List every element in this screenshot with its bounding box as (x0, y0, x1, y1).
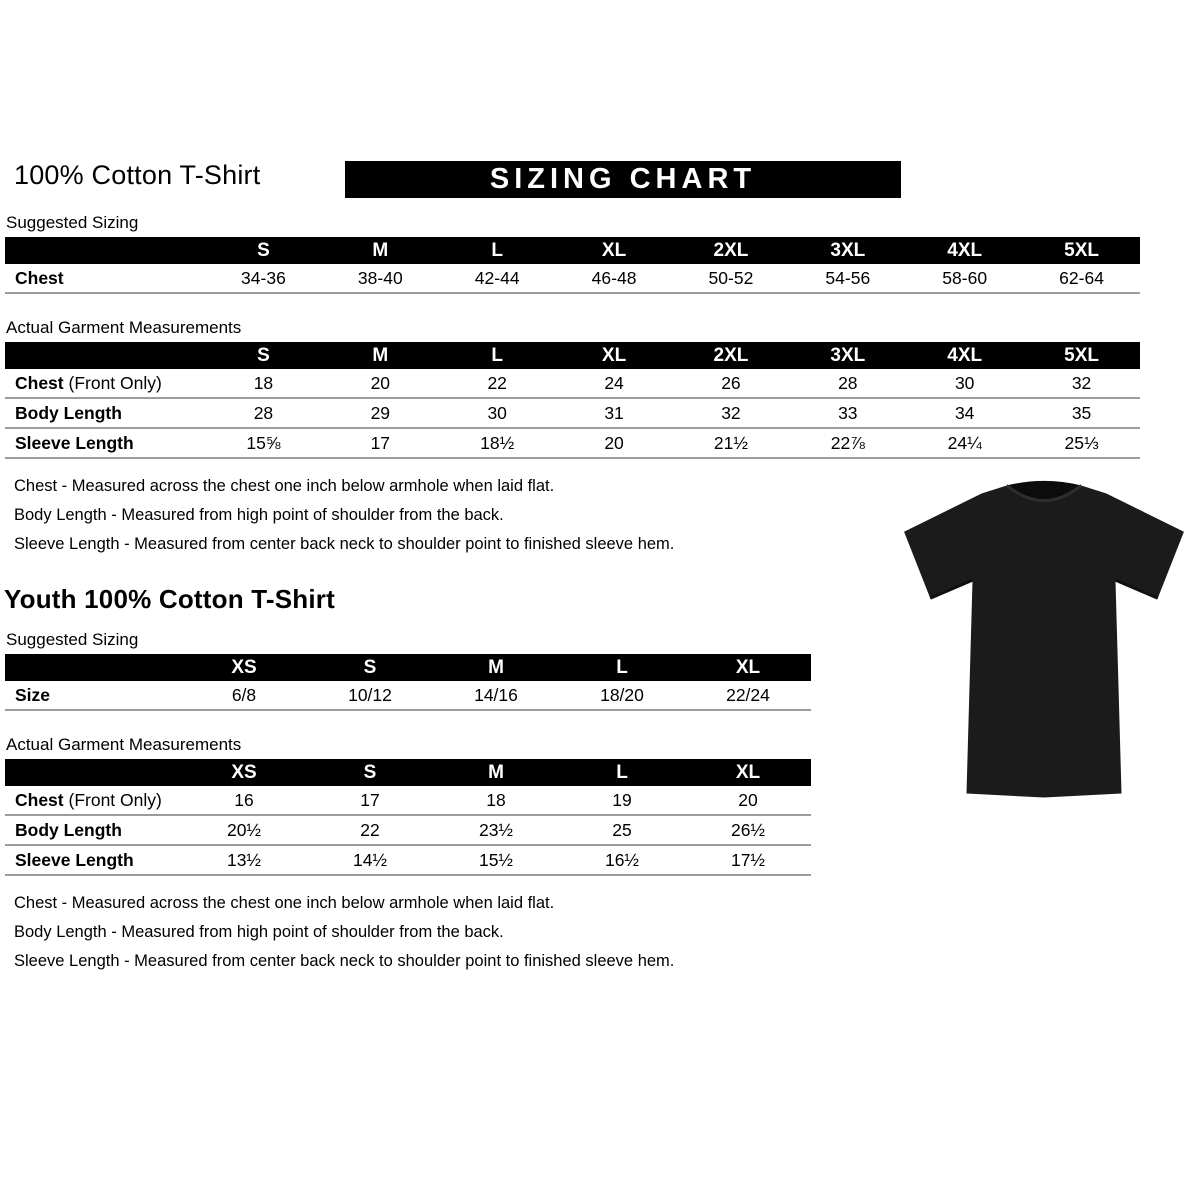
measurement-cell: 38-40 (322, 264, 439, 293)
measurement-cell: 28 (789, 369, 906, 398)
adult-actual-measurements-label: Actual Garment Measurements (6, 318, 242, 337)
measurement-cell: 15½ (433, 845, 559, 875)
youth-section-title: Youth 100% Cotton T-Shirt (4, 584, 335, 614)
size-column-header: 5XL (1023, 237, 1140, 264)
size-column-header: S (307, 759, 433, 786)
size-column-header: L (559, 654, 685, 681)
size-header-row (5, 237, 1140, 264)
measurement-cell: 17 (307, 786, 433, 815)
measurement-cell: 35 (1023, 398, 1140, 428)
measurement-cell: 22⅞ (789, 428, 906, 458)
measurement-cell: 20 (322, 369, 439, 398)
measurement-cell: 54-56 (789, 264, 906, 293)
measurement-cell: 32 (1023, 369, 1140, 398)
youth-measurement-notes (14, 894, 1200, 971)
size-column-header: 3XL (789, 342, 906, 369)
table-row (5, 681, 811, 710)
measurement-cell: 26½ (685, 815, 811, 845)
size-column-header: XL (556, 237, 673, 264)
row-label: Body Length (5, 815, 181, 845)
measurement-cell: 10/12 (307, 681, 433, 710)
adult-suggested-sizing-table (5, 237, 1140, 294)
table-row (5, 845, 811, 875)
size-header-row (5, 759, 811, 786)
table-row (5, 369, 1140, 398)
measurement-cell: 25 (559, 815, 685, 845)
row-label: Chest (Front Only) (5, 786, 181, 815)
measurement-cell: 33 (789, 398, 906, 428)
table-corner (5, 342, 205, 369)
size-column-header: L (559, 759, 685, 786)
measurement-cell: 31 (556, 398, 673, 428)
sleeve-length-note: Sleeve Length - Measured from center back neck to shoulder point to finished sleeve hem. (14, 952, 675, 970)
table-corner (5, 654, 181, 681)
size-column-header: XS (181, 654, 307, 681)
measurement-cell: 18 (205, 369, 322, 398)
measurement-cell: 46-48 (556, 264, 673, 293)
size-column-header: XL (685, 759, 811, 786)
size-header-row (5, 654, 811, 681)
measurement-cell: 13½ (181, 845, 307, 875)
measurement-cell: 21½ (673, 428, 790, 458)
measurement-cell: 24¼ (906, 428, 1023, 458)
measurement-cell: 23½ (433, 815, 559, 845)
size-column-header: XS (181, 759, 307, 786)
size-column-header: 2XL (673, 342, 790, 369)
row-label: Chest (Front Only) (5, 369, 205, 398)
youth-suggested-sizing-table (5, 654, 811, 711)
size-column-header: 2XL (673, 237, 790, 264)
table-corner (5, 759, 181, 786)
measurement-cell: 15⅝ (205, 428, 322, 458)
header-row (0, 0, 1200, 198)
measurement-cell: 58-60 (906, 264, 1023, 293)
body-length-note: Body Length - Measured from high point of shoulder from the back. (14, 506, 504, 524)
chest-note: Chest - Measured across the chest one inch below armhole when laid flat. (14, 894, 555, 912)
measurement-cell: 6/8 (181, 681, 307, 710)
measurement-cell: 18½ (439, 428, 556, 458)
sleeve-length-note: Sleeve Length - Measured from center back neck to shoulder point to finished sleeve hem. (14, 535, 675, 553)
table-row (5, 428, 1140, 458)
size-column-header: L (439, 237, 556, 264)
measurement-cell: 14½ (307, 845, 433, 875)
row-label: Sleeve Length (5, 428, 205, 458)
size-column-header: L (439, 342, 556, 369)
size-column-header: S (205, 237, 322, 264)
measurement-cell: 22 (439, 369, 556, 398)
measurement-cell: 18/20 (559, 681, 685, 710)
measurement-cell: 18 (433, 786, 559, 815)
measurement-cell: 28 (205, 398, 322, 428)
body-length-note: Body Length - Measured from high point of shoulder from the back. (14, 923, 504, 941)
youth-actual-measurements-label: Actual Garment Measurements (6, 735, 242, 754)
youth-garment-measurements-table (5, 759, 811, 876)
measurement-cell: 50-52 (673, 264, 790, 293)
measurement-cell: 17½ (685, 845, 811, 875)
row-label: Size (5, 681, 181, 710)
measurement-cell: 20 (685, 786, 811, 815)
measurement-cell: 26 (673, 369, 790, 398)
table-row (5, 786, 811, 815)
row-label: Sleeve Length (5, 845, 181, 875)
size-column-header: M (322, 342, 439, 369)
measurement-cell: 22/24 (685, 681, 811, 710)
table-row (5, 264, 1140, 293)
page-title: 100% Cotton T-Shirt (14, 160, 261, 190)
adult-garment-measurements-table (5, 342, 1140, 459)
measurement-cell: 20½ (181, 815, 307, 845)
size-column-header: S (205, 342, 322, 369)
table-row (5, 398, 1140, 428)
sizing-chart-banner: SIZING CHART (345, 161, 901, 198)
table-row (5, 815, 811, 845)
measurement-cell: 34-36 (205, 264, 322, 293)
size-column-header: 4XL (906, 342, 1023, 369)
size-column-header: 4XL (906, 237, 1023, 264)
size-header-row (5, 342, 1140, 369)
measurement-cell: 20 (556, 428, 673, 458)
measurement-cell: 42-44 (439, 264, 556, 293)
measurement-cell: 19 (559, 786, 685, 815)
measurement-cell: 14/16 (433, 681, 559, 710)
measurement-cell: 30 (906, 369, 1023, 398)
measurement-cell: 16 (181, 786, 307, 815)
youth-suggested-sizing-label: Suggested Sizing (6, 630, 139, 649)
measurement-cell: 29 (322, 398, 439, 428)
measurement-cell: 30 (439, 398, 556, 428)
row-label: Body Length (5, 398, 205, 428)
measurement-cell: 62-64 (1023, 264, 1140, 293)
measurement-cell: 17 (322, 428, 439, 458)
size-column-header: M (322, 237, 439, 264)
size-column-header: S (307, 654, 433, 681)
row-label: Chest (5, 264, 205, 293)
size-column-header: M (433, 654, 559, 681)
size-column-header: XL (556, 342, 673, 369)
measurement-cell: 16½ (559, 845, 685, 875)
table-corner (5, 237, 205, 264)
size-column-header: 5XL (1023, 342, 1140, 369)
chest-note: Chest - Measured across the chest one inch below armhole when laid flat. (14, 477, 555, 495)
measurement-cell: 22 (307, 815, 433, 845)
measurement-cell: 34 (906, 398, 1023, 428)
adult-suggested-sizing-label: Suggested Sizing (6, 213, 139, 232)
size-column-header: M (433, 759, 559, 786)
measurement-cell: 24 (556, 369, 673, 398)
measurement-cell: 25⅓ (1023, 428, 1140, 458)
tshirt-image (893, 468, 1195, 818)
measurement-cell: 32 (673, 398, 790, 428)
size-column-header: XL (685, 654, 811, 681)
size-column-header: 3XL (789, 237, 906, 264)
